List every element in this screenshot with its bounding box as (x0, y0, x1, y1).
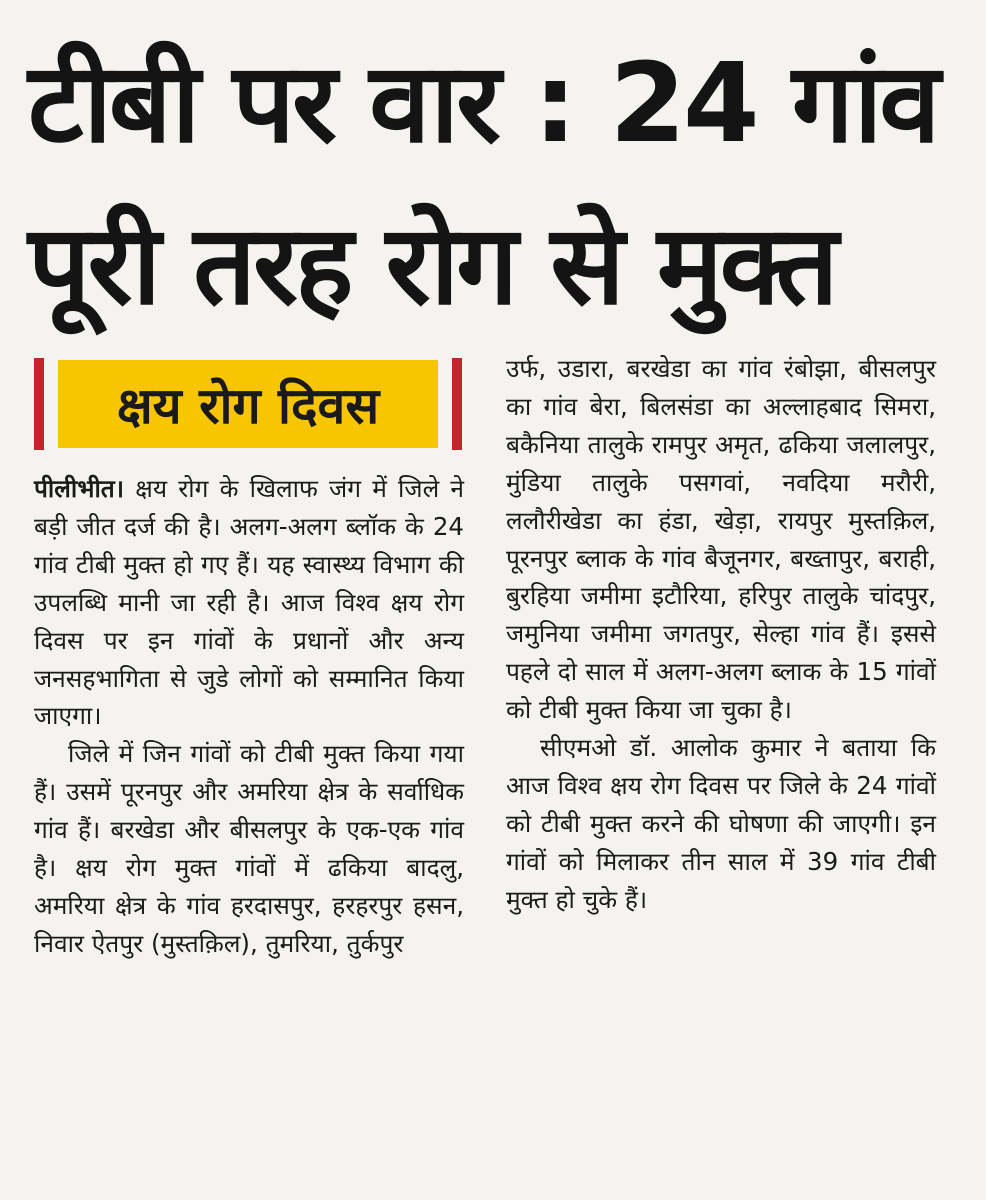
headline (28, 22, 958, 346)
article-paragraph-4: सीएमओ डॉ. आलोक कुमार ने बताया कि आज विश्व क्षय रोग दिवस पर जिले के 24 गांवों को टीबी मुक्त करने की घोषणा की जाएगी। इन गांवों को मिलाकर तीन साल में 39 गांव टीबी मुक्त हो चुके हैं। (506, 733, 936, 914)
article-column-left (34, 470, 464, 963)
headline-line-1: टीबी पर वार : 24 गांव (28, 39, 938, 167)
kicker-bar-left (34, 358, 44, 450)
kicker-label: क्षय रोग दिवस (58, 360, 438, 448)
article-column-right (506, 350, 936, 919)
article-paragraph-1 (34, 470, 464, 735)
kicker-banner (34, 358, 462, 450)
headline-line-2: पूरी तरह रोग से मुक्त (28, 201, 836, 329)
article-paragraph-2: जिले में जिन गांवों को टीबी मुक्त किया गया हैं। उसमें पूरनपुर और अमरिया क्षेत्र के सर्वाधिक गांव हैं। बरखेडा और बीसलपुर के एक-एक गांव है। क्षय रोग मुक्त गांवों में ढकिया बादलु, अमरिया क्षेत्र के गांव हरदासपुर, हरहरपुर हसन, निवार ऐतपुर (मुस्तक़िल), तुमरिया, तुर्कपुर (34, 739, 464, 958)
dateline: पीलीभीत। (34, 474, 125, 503)
kicker-bar-right (452, 358, 462, 450)
article-paragraph-3: उर्फ, उडारा, बरखेडा का गांव रंबोझा, बीसलपुर का गांव बेरा, बिलसंडा का अल्लाहबाद सिमरा, बकैनिया तालुके रामपुर अमृत, ढकिया जलालपुर, मुंडिया तालुके पसगवां, नवदिया मरौरी, ललौरीखेडा का हंडा, खेड़ा, रायपुर मुस्तक़िल, पूरनपुर ब्लाक के गांव बैजूनगर, बख्तापुर, बराही, बुरहिया जमीमा इटौरिया, हरिपुर तालुके चांदपुर, जमुनिया जमीमा जगतपुर, सेल्हा गांव हैं। इससे पहले दो साल में अलग-अलग ब्लाक के 15 गांवों को टीबी मुक्त किया जा चुका है। (506, 354, 936, 725)
paragraph-1-text: क्षय रोग के खिलाफ जंग में जिले ने बड़ी जीत दर्ज की है। अलग-अलग ब्लॉक के 24 गांव टीबी मुक्त हो गए हैं। यह स्वास्थ्य विभाग की उपलब्धि मानी जा रही है। आज विश्व क्षय रोग दिवस पर इन गांवों के प्रधानों और अन्य जनसहभागिता से जुडे लोगों को सम्मानित किया जाएगा। (34, 474, 464, 731)
